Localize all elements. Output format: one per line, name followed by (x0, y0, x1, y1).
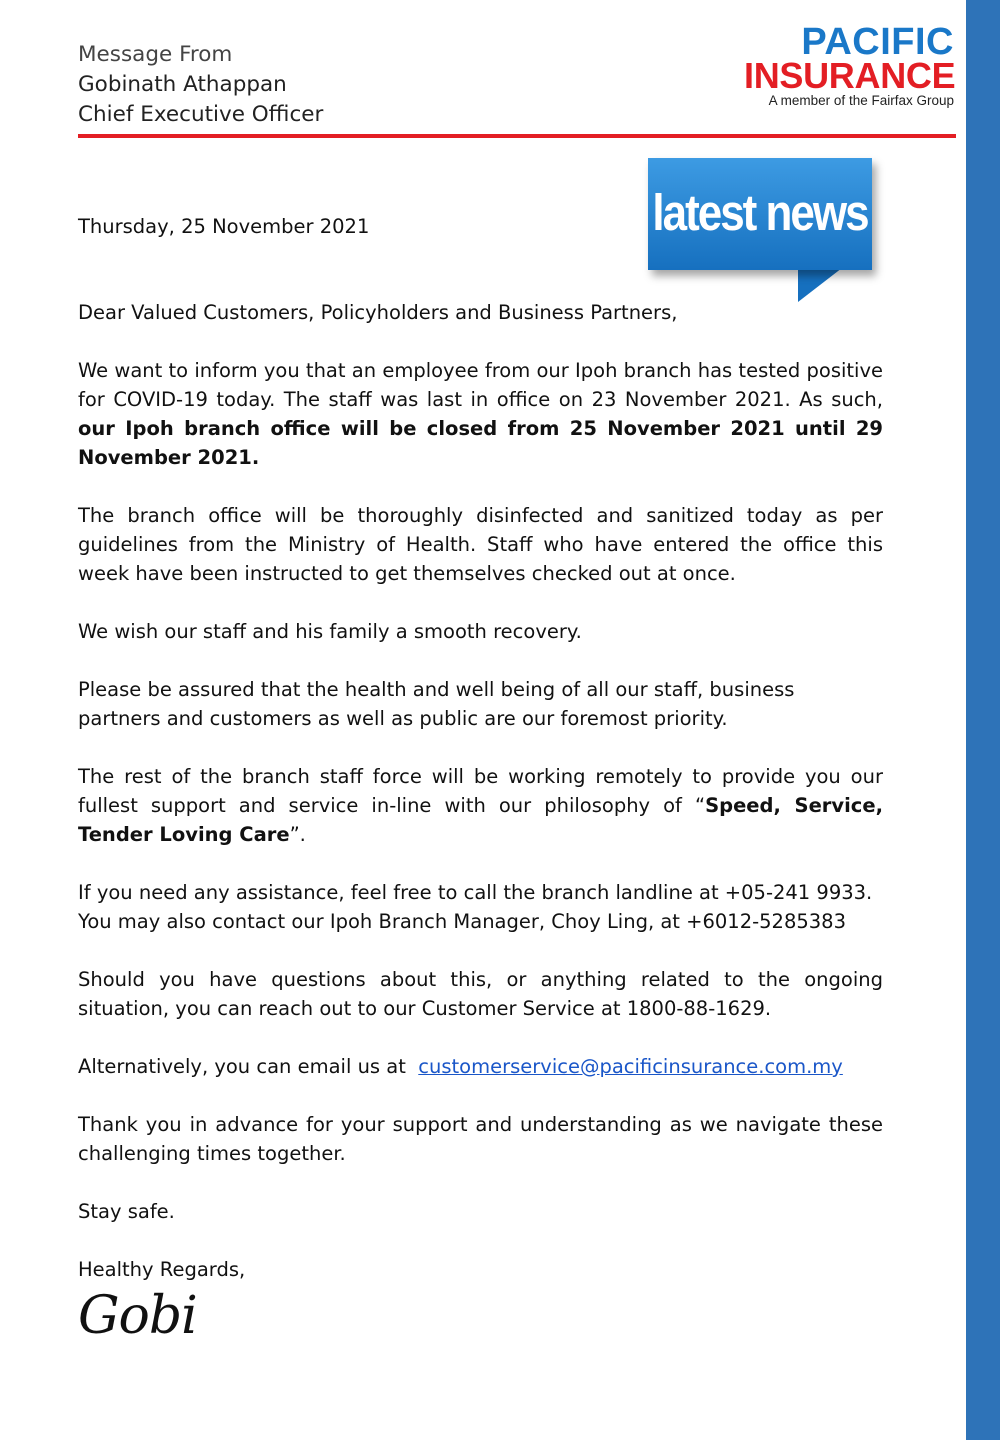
logo-line-pacific: PACIFIC (801, 21, 954, 63)
logo-tagline: A member of the Fairfax Group (768, 93, 954, 108)
email-intro: Alternatively, you can email us at (78, 1055, 419, 1078)
sender-title: Chief Executive Officer (78, 102, 324, 127)
signature: Gobi (78, 1286, 197, 1346)
header-divider (78, 134, 956, 138)
paragraph-remote-work (78, 762, 883, 849)
landline-text: If you need any assistance, feel free to call the branch landline at +05-241 9933. (78, 881, 873, 904)
philosophy-text: Speed, Service, Tender Loving Care (78, 794, 884, 846)
logo-line-insurance: INSURANCE (744, 55, 956, 96)
closure-text: We want to inform you that an employee from our Ipoh branch has tested positive for COVID-19 today. The staff was last in office on 23 November 2021. As such, (78, 359, 883, 411)
letter-body (78, 212, 883, 1313)
salutation: Dear Valued Customers, Policyholders and Business Partners, (78, 301, 678, 324)
manager-text: You may also contact our Ipoh Branch Manager, Choy Ling, at +6012-5285383 (78, 910, 846, 933)
from-label: Message From (78, 42, 233, 67)
paragraph-email (78, 1052, 883, 1081)
side-accent-bar (966, 0, 1000, 1440)
badge-text: latest news (652, 185, 868, 242)
paragraph-customer-service: Should you have questions about this, or anything related to the ongoing situation, you can reach out to our Customer Service at 1800-88-1629. (78, 968, 883, 1020)
letter-date: Thursday, 25 November 2021 (78, 215, 370, 238)
paragraph-disinfection: The branch office will be thoroughly disinfected and sanitized today as per guidelines from the Ministry of Health. Staff who have entered the office this week have been instructed to get themselves checked out at once. (78, 504, 883, 585)
remote-work-end: ”. (289, 823, 306, 846)
closure-bold-text: our Ipoh branch office will be closed from 25 November 2021 until 29 November 2021. (78, 417, 883, 469)
sender-name: Gobinath Athappan (78, 72, 287, 97)
paragraph-priority: Please be assured that the health and well being of all our staff, business partners and customers as well as public are our foremost priority. (78, 678, 795, 730)
paragraph-recovery: We wish our staff and his family a smooth recovery. (78, 620, 582, 643)
email-link[interactable]: customerservice@pacificinsurance.com.my (418, 1055, 843, 1078)
closing-line: Healthy Regards, (78, 1258, 246, 1281)
sender-block (78, 40, 323, 130)
paragraph-stay-safe: Stay safe. (78, 1200, 175, 1223)
paragraph-contact (78, 878, 883, 936)
company-logo (744, 21, 956, 109)
remote-work-text: The rest of the branch staff force will be working remotely to provide you our fullest support and service in-line with our philosophy of “ (78, 765, 883, 817)
paragraph-closure (78, 356, 883, 472)
paragraph-thanks: Thank you in advance for your support and understanding as we navigate these challenging times together. (78, 1113, 883, 1165)
